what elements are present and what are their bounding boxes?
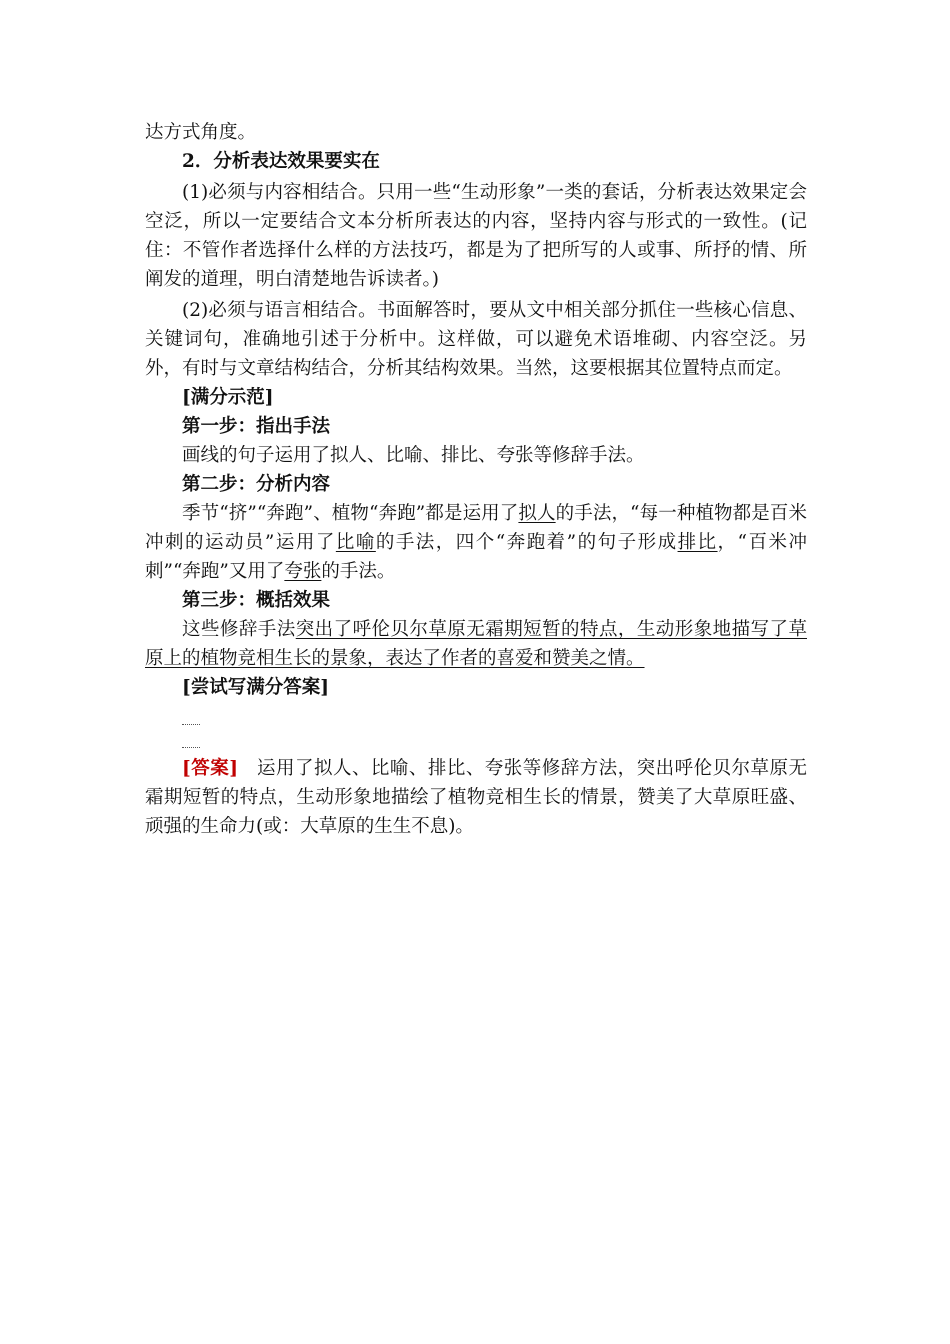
document-page — [145, 118, 807, 841]
step-2-part-d: ，“百米冲刺”“奔跑”又用了 — [145, 532, 807, 582]
answer-paragraph — [145, 754, 807, 841]
answer-blank-line-1[interactable] — [182, 702, 200, 725]
step-2-part-c: 的手法，四个“奔跑着”的句子形成 — [375, 532, 678, 553]
underlined-term-parallelism: 排比 — [677, 532, 718, 553]
step-2-part-b: 的手法，“每一种植物都是百米冲刺的运动员”运用了 — [145, 503, 807, 553]
answer-blank-line-2[interactable] — [182, 725, 200, 748]
underlined-term-personification: 拟人 — [518, 503, 556, 524]
step-1-heading: 第一步：指出手法 — [182, 416, 331, 437]
underlined-term-hyperbole: 夸张 — [284, 561, 322, 582]
paragraph-1: (1)必须与内容相结合。只用一些“生动形象”一类的套话，分析表达效果定会空泛，所以一定要结合文本分析所表达的内容，坚持内容与形式的一致性。(记住：不管作者选择什么样的方法技巧，都是为了把所写的人或事、所抒的情、所阐发的道理，明白清楚地告诉读者。) — [145, 182, 807, 290]
step-3-heading: 第三步：概括效果 — [182, 590, 331, 611]
step-3-part-a: 这些修辞手法 — [182, 619, 296, 640]
step-2-part-e: 的手法。 — [321, 561, 396, 582]
carryover-line: 达方式角度。 — [145, 122, 257, 143]
demo-heading: [满分示范] — [182, 387, 274, 408]
paragraph-2: (2)必须与语言相结合。书面解答时，要从文中相关部分抓住一些核心信息、关键词句，准确地引述于分析中。这样做，可以避免术语堆砌、内容空泛。另外，有时与文章结构结合，分析其结构效果。当然，这要根据其位置特点而定。 — [145, 300, 807, 379]
answer-label: [答案] — [182, 758, 238, 779]
try-heading: [尝试写满分答案] — [182, 677, 330, 698]
section-heading-2: 2．分析表达效果要实在 — [182, 151, 380, 172]
underlined-term-metaphor: 比喻 — [335, 532, 376, 553]
step-2-part-a: 季节“挤”“奔跑”、植物“奔跑”都是运用了 — [182, 503, 519, 524]
step-3-text — [145, 615, 807, 673]
step-1-text: 画线的句子运用了拟人、比喻、排比、夸张等修辞手法。 — [182, 445, 645, 466]
step-2-text — [145, 499, 807, 586]
underlined-effect-summary: 突出了呼伦贝尔草原无霜期短暂的特点，生动形象地描写了草原上的植物竞相生长的景象，表达了作者的喜爱和赞美之情。 — [145, 619, 807, 669]
answer-text: 运用了拟人、比喻、排比、夸张等修辞方法，突出呼伦贝尔草原无霜期短暂的特点，生动形象地描绘了植物竞相生长的情景，赞美了大草原旺盛、顽强的生命力(或：大草原的生生不息)。 — [145, 758, 807, 837]
step-2-heading: 第二步：分析内容 — [182, 474, 331, 495]
